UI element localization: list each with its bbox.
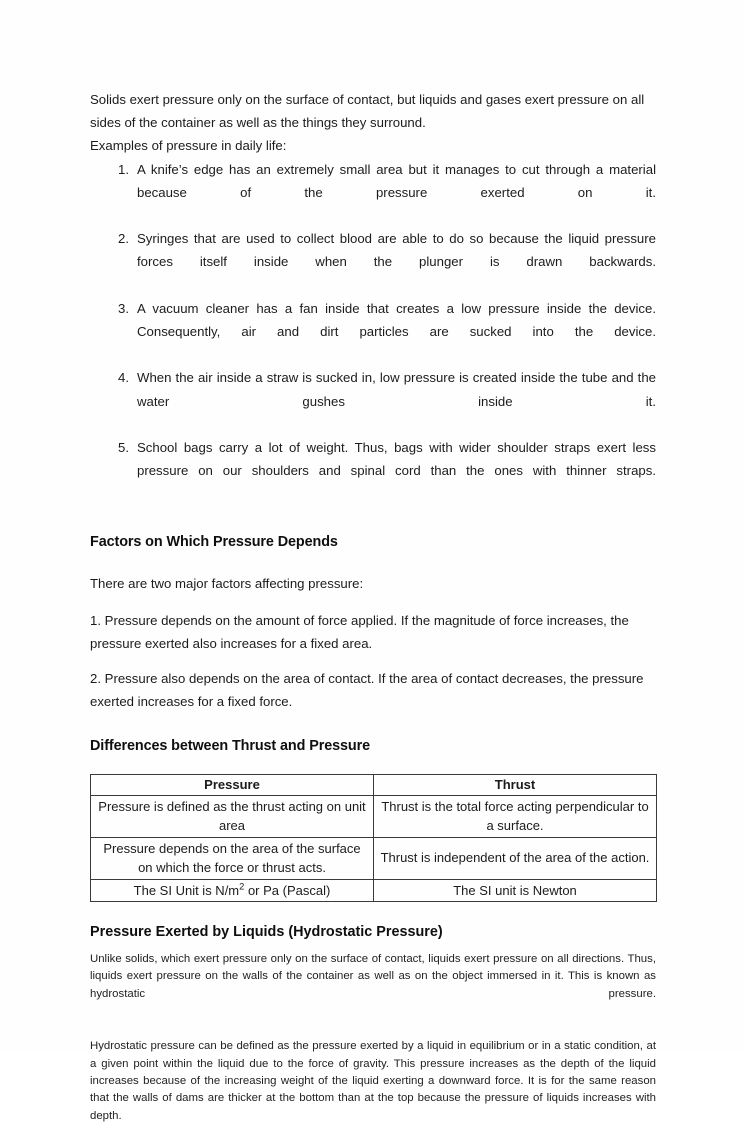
list-item: [90, 227, 656, 297]
table-cell-thrust: Thrust is the total force acting perpendicular to a surface.: [374, 795, 657, 837]
list-item: [90, 297, 656, 367]
examples-list: [90, 158, 656, 506]
differences-heading: Differences between Thrust and Pressure: [90, 737, 371, 754]
intro-paragraph-1: Solids exert pressure only on the surface of contact, but liquids and gases exert pressure on all sides of the container as well as the things they surround.: [90, 92, 645, 131]
table-cell-thrust: The SI unit is Newton: [374, 879, 657, 902]
list-item-text: A vacuum cleaner has a fan inside that creates a low pressure inside the device. Consequently, air and dirt particles are sucked into the device.: [137, 300, 656, 340]
table-cell-pressure: Pressure depends on the area of the surface on which the force or thrust acts.: [91, 837, 374, 879]
si-unit-suffix: or Pa (Pascal): [244, 882, 331, 898]
si-unit-superscript: 2: [239, 881, 245, 892]
si-unit-prefix: The SI Unit is N/m: [133, 882, 240, 898]
list-item-number: 2.: [118, 231, 129, 247]
list-item: [90, 436, 656, 506]
hydrostatic-paragraph-1: Unlike solids, which exert pressure only on the surface of contact, liquids exert pressure on all directions. Thus, liquids exert pressure on the walls of the container as well as on the object immersed in it. This is known as hydrostatic pressure.: [90, 953, 656, 1000]
table-cell-thrust: Thrust is independent of the area of the action.: [374, 837, 657, 879]
list-item-number: 4.: [118, 370, 129, 386]
table-row: [91, 795, 657, 837]
factors-lead-in: There are two major factors affecting pressure:: [90, 575, 364, 591]
list-item-number: 3.: [118, 300, 129, 316]
hydrostatic-heading: Pressure Exerted by Liquids (Hydrostatic Pressure): [90, 924, 443, 941]
thrust-pressure-table: [90, 774, 657, 903]
factors-heading: Factors on Which Pressure Depends: [90, 533, 338, 550]
list-item-number: 1.: [118, 161, 129, 177]
list-item: [90, 158, 656, 228]
factors-point-2: 2. Pressure also depends on the area of contact. If the area of contact decreases, the pressure exerted increases for a fixed force.: [90, 671, 644, 710]
table-cell-pressure: Pressure is defined as the thrust acting on unit area: [91, 795, 374, 837]
intro-paragraph-2: Examples of pressure in daily life:: [90, 138, 287, 154]
table-row: [91, 879, 657, 902]
list-item: [90, 366, 656, 436]
table-header-pressure: Pressure: [91, 774, 374, 795]
document-content: [90, 88, 656, 1142]
table-cell-pressure-si-unit: [91, 879, 374, 902]
table-header-row: [91, 774, 657, 795]
intro-block: [90, 88, 656, 158]
list-item-text: Syringes that are used to collect blood are able to do so because the liquid pressure forces itself inside when the plunger is drawn backwards.: [137, 231, 656, 270]
table-header-thrust: Thrust: [374, 774, 657, 795]
list-item-text: When the air inside a straw is sucked in, low pressure is created inside the tube and the water gushes inside it.: [137, 370, 656, 409]
table-row: [91, 837, 657, 879]
hydrostatic-section: [90, 922, 656, 1142]
list-item-text: A knife’s edge has an extremely small area but it manages to cut through a material because of the pressure exerted on it.: [137, 161, 656, 200]
hydrostatic-paragraph-2: Hydrostatic pressure can be defined as the pressure exerted by a liquid in equilibrium or in a static condition, at a given point within the liquid due to the force of gravity. This pressure increases as the depth of the liquid increases because of the increasing weight of the liquid exerting a downward force. It is for the same reason that the walls of dams are thicker at the bottom than at the top because the pressure of liquids increases with depth.: [90, 1040, 656, 1122]
list-item-text: School bags carry a lot of weight. Thus, bags with wider shoulder straps exert less pressure on our shoulders and spinal cord than the ones with thinner straps.: [137, 440, 656, 479]
list-item-number: 5.: [118, 440, 129, 456]
factors-point-1: 1. Pressure depends on the amount of force applied. If the magnitude of force increases, the pressure exerted also increases for a fixed area.: [90, 612, 629, 652]
